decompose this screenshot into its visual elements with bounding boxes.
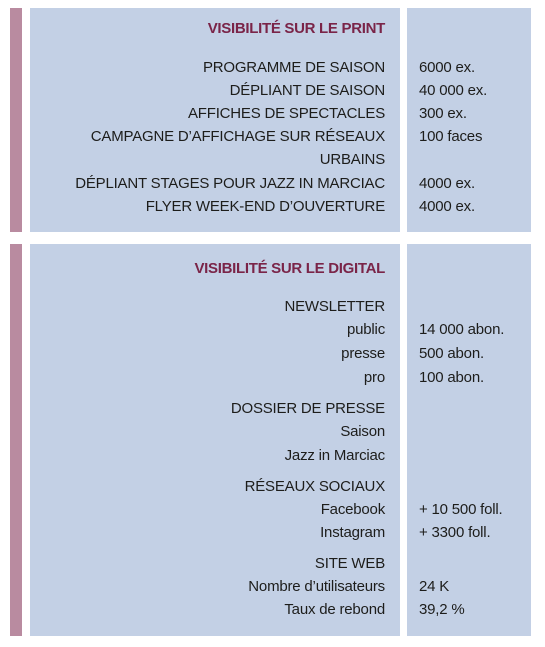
print-row-value: 4000 ex. [419,175,475,192]
press-kit-row-label: Jazz in Marciac [284,447,385,464]
social-heading: RÉSEAUX SOCIAUX [244,478,385,495]
print-row-label: DÉPLIANT DE SAISON [229,82,385,99]
website-row-label: Nombre d’utilisateurs [248,578,385,595]
newsletter-row-label: presse [341,345,385,362]
social-row-value: + 10 500 foll. [419,501,503,518]
print-row-label: CAMPAGNE D’AFFICHAGE SUR RÉSEAUX [90,128,385,145]
print-row-value: 4000 ex. [419,198,475,215]
newsletter-row-value: 14 000 abon. [419,321,505,338]
social-row-label: Instagram [320,524,385,541]
newsletter-heading: NEWSLETTER [284,298,385,315]
website-row-label: Taux de rebond [284,601,385,618]
press-kit-row-label: Saison [340,423,385,440]
print-section-title: VISIBILITÉ SUR LE PRINT [207,20,385,37]
print-row-label: FLYER WEEK-END D’OUVERTURE [145,198,385,215]
website-row-value: 24 K [419,578,450,595]
print-row-label: DÉPLIANT STAGES POUR JAZZ IN MARCIAC [75,175,385,192]
digital-section-title: VISIBILITÉ SUR LE DIGITAL [194,260,385,277]
newsletter-row-value: 100 abon. [419,369,484,386]
print-row-value: 40 000 ex. [419,82,488,99]
print-row-value: 6000 ex. [419,59,475,76]
website-heading: SITE WEB [314,555,385,572]
print-row-value: 100 faces [419,128,483,145]
print-row-label: AFFICHES DE SPECTACLES [187,105,385,122]
social-row-value: + 3300 foll. [419,524,491,541]
print-row-label: PROGRAMME DE SAISON [202,59,385,76]
digital-accent-bar [10,244,22,636]
print-row-value: 300 ex. [419,105,467,122]
social-row-label: Facebook [320,501,385,518]
print-accent-bar [10,8,22,232]
newsletter-row-label: public [347,321,385,338]
newsletter-row-label: pro [363,369,385,386]
newsletter-row-value: 500 abon. [419,345,484,362]
print-row-label: URBAINS [319,151,385,168]
website-row-value: 39,2 % [419,601,465,618]
press-kit-heading: DOSSIER DE PRESSE [230,400,385,417]
